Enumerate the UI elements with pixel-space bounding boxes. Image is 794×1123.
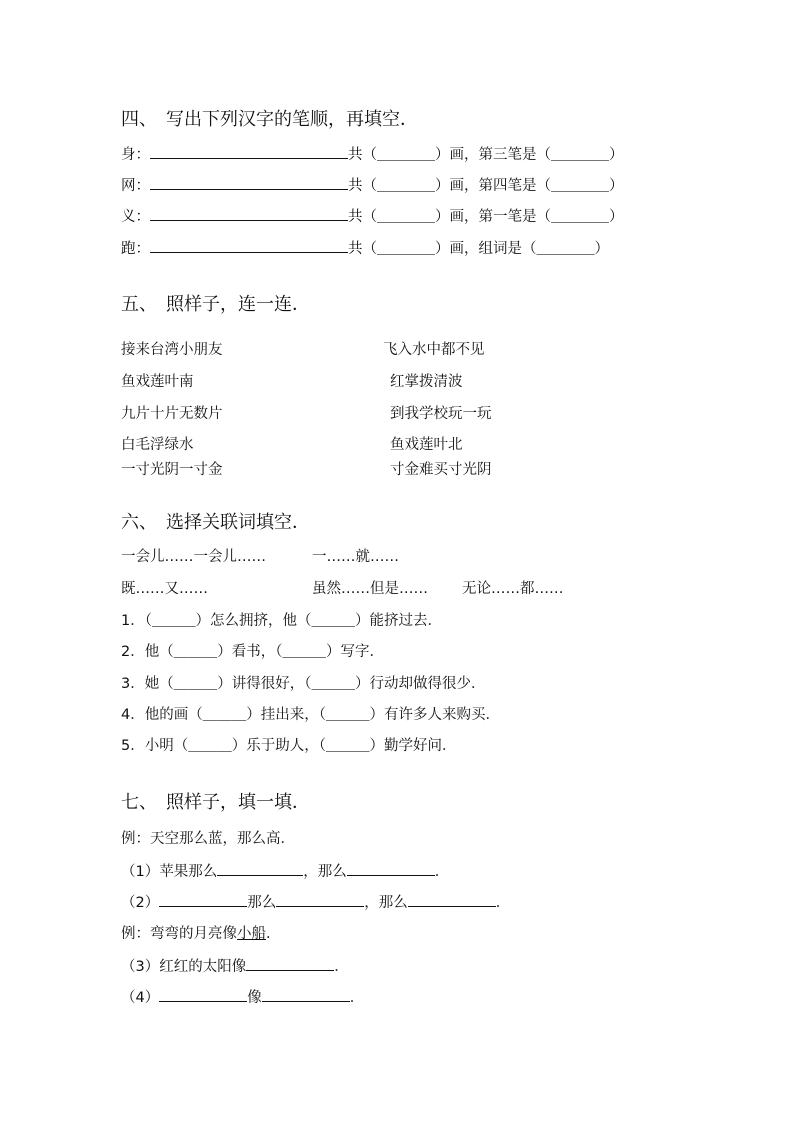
fill-row-3 [121, 956, 349, 977]
fill-question: 5．小明（＿＿＿）乐于助人，（＿＿＿）勤学好问． [121, 738, 457, 754]
stroke-row-4 [121, 238, 609, 259]
match-right-item[interactable]: 红掌拨清波 [390, 374, 463, 390]
answer-blank[interactable] [246, 956, 334, 971]
stroke-count-text: 共（＿＿＿＿）画， [348, 209, 479, 225]
prompt-text: ，那么 [364, 895, 408, 911]
prompt-text: （3）红红的太阳像 [121, 959, 247, 975]
prompt-text: ． [334, 959, 349, 975]
match-right-item[interactable]: 到我学校玩一玩 [390, 406, 492, 422]
prompt-text: （4） [121, 990, 160, 1006]
match-left-item[interactable]: 白毛浮绿水 [121, 437, 194, 453]
answer-blank[interactable] [262, 987, 350, 1002]
stroke-question-text: 组词是（＿＿＿＿） [478, 241, 609, 257]
example-sentence: 例：天空那么蓝，那么高． [121, 831, 295, 847]
match-left-item[interactable]: 鱼戏莲叶南 [121, 374, 194, 390]
prompt-text: 那么 [247, 895, 277, 911]
prompt-text: ． [349, 990, 365, 1006]
match-right-item[interactable]: 飞入水中都不见 [383, 342, 485, 358]
conjunction-option: 一会儿……一会儿…… [121, 549, 266, 565]
prompt-text: （1）苹果那么 [121, 864, 218, 880]
example-text: ． [266, 926, 281, 942]
conjunction-option: 虽然……但是…… [312, 581, 428, 597]
stroke-order-blank[interactable] [150, 206, 348, 221]
match-right-item[interactable]: 鱼戏莲叶北 [390, 437, 463, 453]
stroke-count-text: 共（＿＿＿＿）画， [348, 241, 479, 257]
answer-blank[interactable] [347, 861, 435, 876]
example-text: 例：弯弯的月亮像 [121, 926, 237, 942]
prompt-text: ． [495, 895, 511, 911]
stroke-question-text: 第四笔是（＿＿＿＿） [478, 178, 624, 194]
stroke-char: 跑： [121, 241, 150, 257]
conjunction-option: 一……就…… [312, 549, 399, 565]
fill-question: 1．（＿＿＿）怎么拥挤，他（＿＿＿）能挤过去． [121, 613, 442, 629]
fill-row-4 [121, 987, 364, 1008]
section6-title: 六、 选择关联词填空． [121, 512, 310, 533]
match-left-item[interactable]: 接来台湾小朋友 [121, 342, 223, 358]
stroke-row-3 [121, 206, 624, 227]
match-right-item[interactable]: 寸金难买寸光阴 [390, 462, 492, 478]
conjunction-option: 既……又…… [121, 581, 208, 597]
match-left-item[interactable]: 一寸光阴一寸金 [121, 462, 223, 478]
example-sentence-2 [121, 924, 281, 944]
answer-blank[interactable] [159, 892, 247, 907]
stroke-char: 网： [121, 178, 150, 194]
example-underlined-word: 小船 [237, 926, 266, 942]
prompt-text: 像 [247, 990, 262, 1006]
stroke-question-text: 第三笔是（＿＿＿＿） [478, 147, 624, 163]
conjunction-option: 无论……都…… [462, 581, 564, 597]
stroke-count-text: 共（＿＿＿＿）画， [348, 147, 479, 163]
stroke-count-text: 共（＿＿＿＿）画， [348, 178, 479, 194]
fill-question: 2．他（＿＿＿）看书，（＿＿＿）写字． [121, 644, 384, 660]
stroke-row-1 [121, 144, 624, 165]
section4-title: 四、 写出下列汉字的笔顺，再填空． [121, 109, 418, 130]
prompt-text: （2） [121, 895, 160, 911]
stroke-char: 义： [121, 209, 150, 225]
answer-blank[interactable] [159, 987, 247, 1002]
fill-question: 4．他的画（＿＿＿）挂出来，（＿＿＿）有许多人来购买． [121, 707, 500, 723]
stroke-row-2 [121, 175, 624, 196]
stroke-order-blank[interactable] [150, 144, 348, 159]
stroke-char: 身： [121, 147, 150, 163]
fill-row-2 [121, 892, 510, 913]
prompt-text: ，那么 [303, 864, 347, 880]
match-left-item[interactable]: 九片十片无数片 [121, 406, 223, 422]
answer-blank[interactable] [408, 892, 496, 907]
fill-row-1 [121, 861, 449, 882]
fill-question: 3．她（＿＿＿）讲得很好，（＿＿＿）行动却做得很少． [121, 676, 486, 692]
answer-blank[interactable] [217, 861, 303, 876]
prompt-text: ． [434, 864, 450, 880]
section7-title: 七、 照样子，填一填． [121, 792, 310, 813]
answer-blank[interactable] [276, 892, 364, 907]
section5-title: 五、 照样子，连一连． [121, 294, 310, 315]
stroke-order-blank[interactable] [150, 175, 348, 190]
stroke-question-text: 第一笔是（＿＿＿＿） [478, 209, 624, 225]
stroke-order-blank[interactable] [150, 238, 348, 253]
